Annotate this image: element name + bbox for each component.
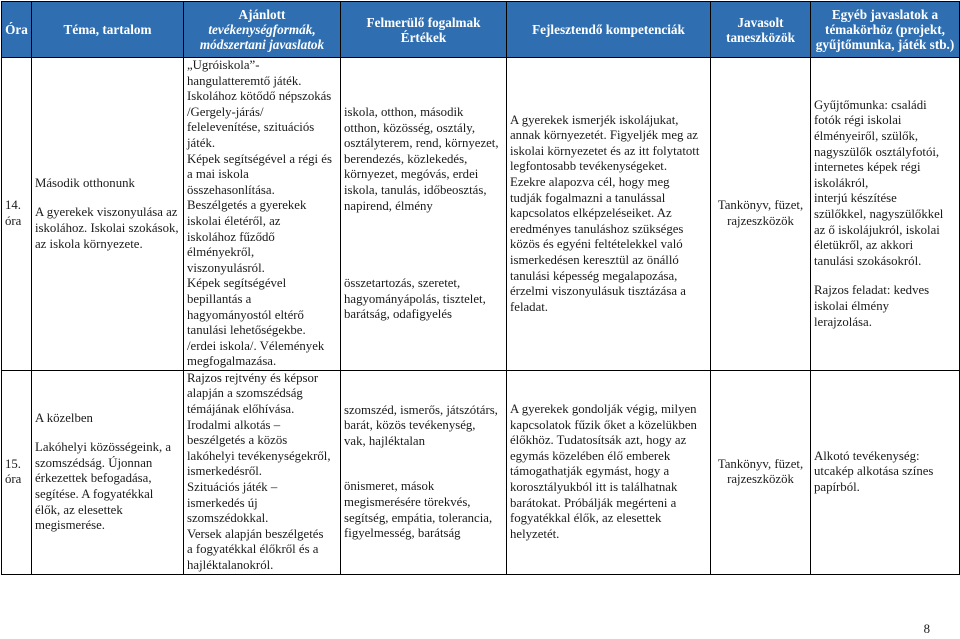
table-row xyxy=(2,58,960,371)
topic-title: Második otthonunk xyxy=(35,175,135,190)
tools-cell: Tankönyv, füzet, rajzeszközök xyxy=(711,370,811,574)
other-cell: Gyűjtőmunka: családi fotók régi iskolai élményeiről, szülők, nagyszülők osztályfotói, internetes képek régi iskolákról, interjú készítése szülőkkel, nagyszülőkkel az ő iskolájukról, iskolai életükről, az akkori tanulási szokásokról. Rajzos feladat: kedves iskolai élmény lerajzolása. xyxy=(811,58,960,371)
lesson-number: 14. óra xyxy=(2,58,32,371)
tools-cell: Tankönyv, füzet, rajzeszközök xyxy=(711,58,811,371)
competencies-cell: A gyerekek gondolják végig, milyen kapcsolatok fűzik őket a közelükben élőkhöz. Tudatosítsák azt, hogy az egymás közelében élő emberek támogathatják egymást, hogy a korosztályukból itt is találhatnak barátokat. Próbálják megérteni a fogyatékkal élők, az elesettek helyzetét. xyxy=(507,370,711,574)
activities-cell: Rajzos rejtvény és képsor alapján a szomszédság témájának előhívása. Irodalmi alkotás – beszélgetés a közös lakóhelyi tevékenységekről, ismerkedésről. Szituációs játék – ismerkedés új szomszédokkal. Versek alapján beszélgetés a fogyatékkal élőkről és a hajléktalanokról. xyxy=(184,370,341,574)
header-ajanlott: Ajánlott tevékenységformák, módszertani javaslatok xyxy=(184,2,341,58)
header-egyeb: Egyéb javaslatok a témakörhöz (projekt, gyűjtőmunka, játék stb.) xyxy=(811,2,960,58)
concepts-cell: szomszéd, ismerős, játszótárs, barát, közös tevékenység, vak, hajléktalan önismeret, mások megismerésére törekvés, segítség, empátia, tolerancia, figyelmesség, barátság xyxy=(341,370,507,574)
other-cell: Alkotó tevékenység: utcakép alkotása színes papírból. xyxy=(811,370,960,574)
topic-cell: A közelben Lakóhelyi közösségeink, a szomszédság. Újonnan érkezettek befogadása, segítése. A fogyatékkal élők, az elesettek megismerése. xyxy=(32,370,184,574)
header-tema: Téma, tartalom xyxy=(32,2,184,58)
lesson-plan-table xyxy=(1,1,960,575)
header-ora: Óra xyxy=(2,2,32,58)
header-fejlesztendo: Fejlesztendő kompetenciák xyxy=(507,2,711,58)
lesson-number: 15. óra xyxy=(2,370,32,574)
header-eszkozok: Javasolt taneszközök xyxy=(711,2,811,58)
topic-cell: Második otthonunk A gyerekek viszonyulása az iskolához. Iskolai szokások, az iskola környezete. xyxy=(32,58,184,371)
concepts-cell: iskola, otthon, második otthon, közösség, osztály, osztályterem, rend, környezet, berendezés, közlekedés, környezet, megóvás, erdei iskola, tanulás, időbeosztás, napirend, élmény összetartozás, szeretet, hagyományápolás, tisztelet, barátság, odafigyelés xyxy=(341,58,507,371)
page-number: 8 xyxy=(923,622,930,636)
topic-title: A közelben xyxy=(35,410,93,425)
table-row xyxy=(2,370,960,574)
competencies-cell: A gyerekek ismerjék iskolájukat, annak környezetét. Figyeljék meg az iskolai környezetet és az itt folytatott legfontosabb tevékenységeket. Ezekre alapozva cél, hogy meg tudják fogalmazni a tanulással kapcsolatos elképzeléseiket. Az eredményes tanuláshoz szükséges közös és egyéni feltételekkel való ismerkedésen keresztül az önálló tanulási képesség megalapozása, érzelmi viszonyulásuk tisztázása a feladat. xyxy=(507,58,711,371)
header-row xyxy=(2,2,960,58)
header-felmerulo: Felmerülő fogalmak Értékek xyxy=(341,2,507,58)
activities-cell: „Ugróiskola”- hangulatteremtő játék. Iskolához kötődő népszokás /Gergely-járás/ felelevenítése, szituációs játék. Képek segítségével a régi és a mai iskola összehasonlítása. Beszélgetés a gyerekek iskolai életéről, az iskolához fűződő élményekről, viszonyulásról. Képek segítségével bepillantás a hagyományostól eltérő tanulási lehetőségekbe. /erdei iskola/. Vélemények megfogalmazása. xyxy=(184,58,341,371)
